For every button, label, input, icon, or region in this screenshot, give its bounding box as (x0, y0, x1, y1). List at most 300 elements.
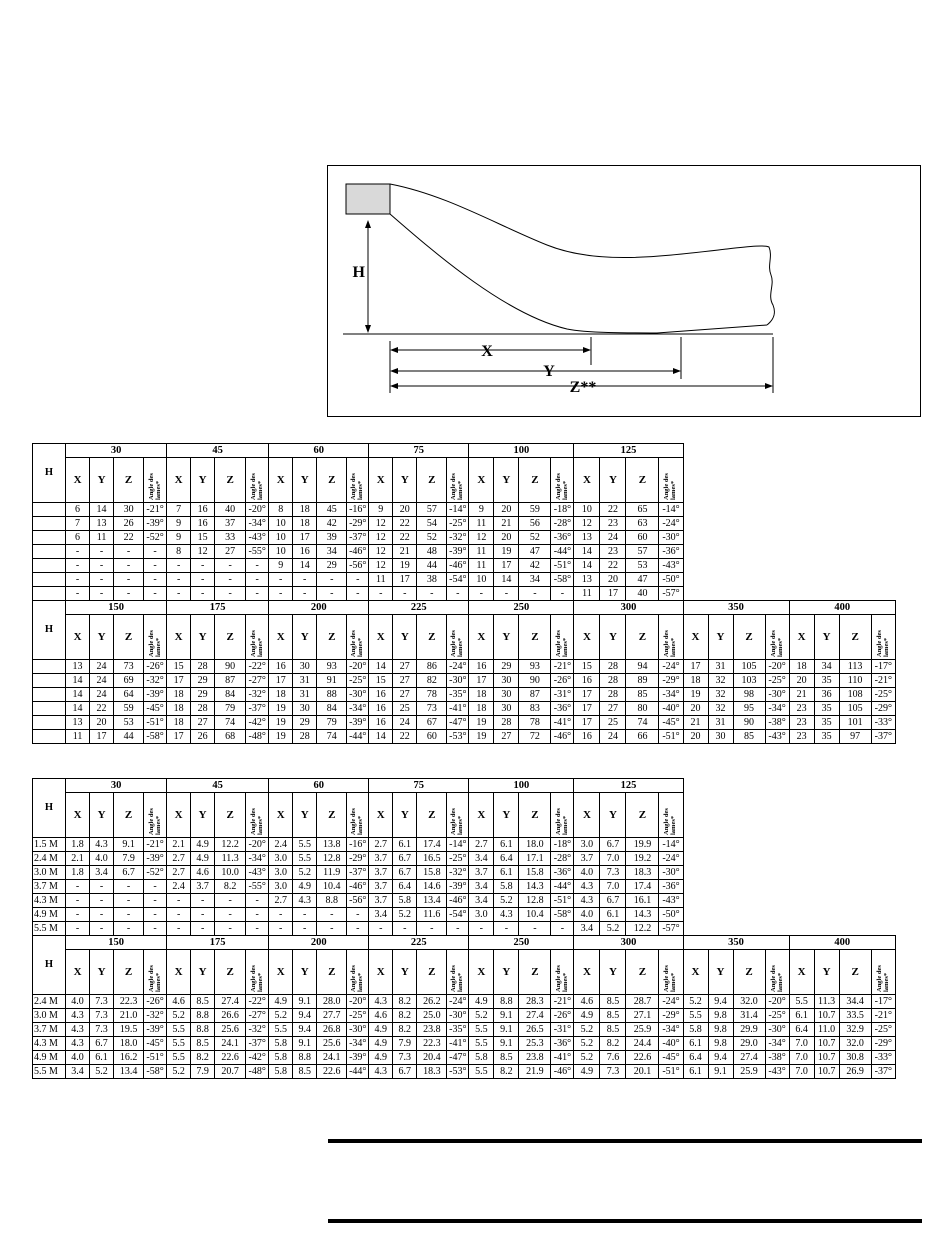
empty-cell (708, 838, 733, 852)
empty-cell (765, 517, 789, 531)
z-value: 95 (733, 702, 765, 716)
x-value: 11 (66, 730, 90, 744)
angle-value: -39° (144, 517, 167, 531)
x-value: 17 (469, 674, 494, 688)
empty-cell (765, 838, 789, 852)
empty-cell (871, 838, 895, 852)
table-row (33, 922, 896, 936)
z-value: 57 (417, 503, 447, 517)
z-header: Z (417, 950, 447, 995)
empty-cell (765, 880, 789, 894)
x-value: 5.8 (683, 1023, 708, 1037)
angle-value: -53° (447, 730, 469, 744)
y-header: Y (600, 793, 626, 838)
x-value: 23 (789, 702, 814, 716)
y-value: 8.2 (600, 1037, 626, 1051)
x-value: 2.4 (269, 838, 293, 852)
z-value: 31.4 (733, 1009, 765, 1023)
empty-cell (708, 531, 733, 545)
angle-header (347, 458, 369, 503)
y-value: 15 (191, 531, 215, 545)
y-value: 24 (600, 531, 626, 545)
x-value: 17 (269, 674, 293, 688)
h-header: H (33, 601, 66, 660)
empty-cell (839, 838, 871, 852)
table-row (33, 894, 896, 908)
z-value: 32.0 (839, 1037, 871, 1051)
z-value: 22 (114, 531, 144, 545)
z-header: Z (626, 793, 659, 838)
angle-value: -45° (659, 716, 683, 730)
x-value: 4.0 (574, 866, 600, 880)
empty-cell (789, 503, 814, 517)
h-value (33, 573, 66, 587)
y-value: 14 (293, 559, 317, 573)
angle-value: -53° (447, 1065, 469, 1079)
x-value: 2.7 (167, 866, 191, 880)
y-value: 4.0 (90, 852, 114, 866)
angle-value: -43° (659, 559, 683, 573)
x-value: 20 (789, 674, 814, 688)
angle-value: -20° (347, 660, 369, 674)
x-value: 6.4 (789, 1023, 814, 1037)
empty-cell (871, 559, 895, 573)
z-value: 26.2 (417, 995, 447, 1009)
z-value: 6.7 (114, 866, 144, 880)
x-value: 3.0 (469, 908, 494, 922)
empty-cell (789, 444, 895, 458)
y-value: 7.0 (600, 880, 626, 894)
z-value: 57 (626, 545, 659, 559)
z-value: 59 (114, 702, 144, 716)
angle-value: -54° (447, 908, 469, 922)
y-value: 22 (393, 531, 417, 545)
angle-value: -44° (347, 730, 369, 744)
angle-value: -34° (347, 1037, 369, 1051)
angle-value: -34° (659, 1023, 683, 1037)
h-value: 5.5 M (33, 1065, 66, 1079)
y-value: 27 (191, 716, 215, 730)
y-header: Y (494, 615, 519, 660)
y-value: 10.7 (814, 1037, 839, 1051)
y-value: 10.7 (814, 1065, 839, 1079)
flow-group-header: 30 (66, 444, 167, 458)
empty-cell (871, 531, 895, 545)
empty-cell (733, 458, 765, 503)
y-value: 8.5 (600, 995, 626, 1009)
y-header: Y (293, 615, 317, 660)
y-value: - (494, 587, 519, 601)
x-value: 4.0 (66, 1051, 90, 1065)
angle-header (551, 615, 574, 660)
y-value: 22 (600, 503, 626, 517)
z-value: 17.4 (417, 838, 447, 852)
x-value: 5.5 (167, 1051, 191, 1065)
y-value: 9.1 (494, 1037, 519, 1051)
angle-value: - (144, 908, 167, 922)
x-value: - (66, 922, 90, 936)
angle-header (144, 793, 167, 838)
x-value: 18 (167, 688, 191, 702)
angle-value: -39° (347, 716, 369, 730)
empty-cell (683, 458, 708, 503)
angle-value: -32° (246, 688, 269, 702)
z-value: 27.4 (215, 995, 246, 1009)
z-header: Z (839, 615, 871, 660)
x-value: 6 (66, 503, 90, 517)
x-value: 16 (574, 730, 600, 744)
z-value: 11.9 (317, 866, 347, 880)
z-value: 28.0 (317, 995, 347, 1009)
y-value: 9.8 (708, 1009, 733, 1023)
x-value: - (66, 908, 90, 922)
z-value: - (114, 587, 144, 601)
empty-cell (871, 922, 895, 936)
empty-cell (733, 838, 765, 852)
x-value: 3.0 (574, 838, 600, 852)
z-value: 29 (317, 559, 347, 573)
angle-header (447, 458, 469, 503)
y-header: Y (191, 458, 215, 503)
throw-table-cm (32, 443, 896, 744)
x-value: 3.7 (369, 894, 393, 908)
empty-cell (839, 793, 871, 838)
angle-value: -26° (551, 674, 574, 688)
h-value (33, 559, 66, 573)
h-value: 1.5 M (33, 838, 66, 852)
table-row (33, 1009, 896, 1023)
z-value: 25.6 (317, 1037, 347, 1051)
empty-cell (683, 880, 708, 894)
empty-cell (708, 866, 733, 880)
angle-value: -57° (659, 587, 683, 601)
angle-value: -21° (871, 1009, 895, 1023)
y-header: Y (600, 458, 626, 503)
x-value: 4.3 (369, 995, 393, 1009)
empty-cell (789, 587, 814, 601)
empty-cell (708, 503, 733, 517)
z-value: 25.9 (626, 1023, 659, 1037)
table-row (33, 1051, 896, 1065)
angle-value: -24° (659, 852, 683, 866)
x-header: X (574, 793, 600, 838)
angle-value: -37° (347, 531, 369, 545)
angle-value: -34° (765, 702, 789, 716)
x-value: 12 (369, 517, 393, 531)
z-header: Z (317, 793, 347, 838)
empty-cell (871, 573, 895, 587)
x-header: X (66, 950, 90, 995)
empty-cell (871, 587, 895, 601)
y-value: 6.7 (393, 852, 417, 866)
angle-value: -51° (659, 730, 683, 744)
angle-value: -28° (551, 517, 574, 531)
z-value: 23.8 (417, 1023, 447, 1037)
z-value: - (215, 559, 246, 573)
z-value: 84 (215, 688, 246, 702)
empty-cell (789, 866, 814, 880)
empty-cell (839, 458, 871, 503)
z-value: 17.1 (519, 852, 551, 866)
x-value: - (469, 922, 494, 936)
x-header: X (369, 793, 393, 838)
z-value: 54 (417, 517, 447, 531)
angle-header-label: Angle des lames* (875, 965, 890, 992)
angle-value: -39° (447, 545, 469, 559)
x-value: 23 (789, 716, 814, 730)
y-value: 28 (600, 674, 626, 688)
angle-value: -25° (765, 674, 789, 688)
z-value: 88 (317, 688, 347, 702)
y-value: - (293, 922, 317, 936)
y-value: 6.7 (600, 894, 626, 908)
z-value: 113 (839, 660, 871, 674)
y-value: 6.7 (600, 838, 626, 852)
x-value: - (167, 559, 191, 573)
empty-cell (871, 880, 895, 894)
flow-group-header: 200 (269, 936, 369, 950)
empty-cell (733, 922, 765, 936)
empty-cell (683, 866, 708, 880)
z-value: 37 (215, 517, 246, 531)
empty-cell (733, 545, 765, 559)
table-row (33, 531, 896, 545)
z-value: 74 (626, 716, 659, 730)
table-row (33, 880, 896, 894)
x-value: 17 (574, 688, 600, 702)
h-value: 4.3 M (33, 894, 66, 908)
angle-value: -56° (347, 894, 369, 908)
angle-value: -52° (144, 866, 167, 880)
angle-value: -58° (551, 573, 574, 587)
y-value: 30 (494, 688, 519, 702)
y-value: 10.7 (814, 1051, 839, 1065)
x-value: 11 (369, 573, 393, 587)
y-header: Y (191, 793, 215, 838)
z-value: 13.8 (317, 838, 347, 852)
angle-value: - (144, 559, 167, 573)
y-value: - (90, 880, 114, 894)
x-value: 3.4 (574, 922, 600, 936)
y-value: 6.7 (90, 1037, 114, 1051)
z-header: Z (839, 950, 871, 995)
h-value: 4.9 M (33, 908, 66, 922)
y-value: 8.2 (191, 1051, 215, 1065)
empty-cell (765, 559, 789, 573)
y-value: 21 (393, 545, 417, 559)
y-value: 17 (494, 559, 519, 573)
y-value: 5.8 (393, 894, 417, 908)
empty-cell (733, 894, 765, 908)
angle-header-label: Angle des lames* (663, 630, 678, 657)
angle-value: -33° (871, 716, 895, 730)
angle-header (144, 615, 167, 660)
empty-cell (789, 838, 814, 852)
y-value: 20 (600, 573, 626, 587)
z-value: 52 (519, 531, 551, 545)
empty-cell (871, 894, 895, 908)
y-value: 3.7 (191, 880, 215, 894)
x-value: 11 (574, 587, 600, 601)
angle-value: -26° (551, 1009, 574, 1023)
z-value: 16.5 (417, 852, 447, 866)
z-header: Z (114, 793, 144, 838)
y-value: 6.7 (393, 866, 417, 880)
y-header: Y (600, 950, 626, 995)
z-value: - (317, 922, 347, 936)
z-value: 10.0 (215, 866, 246, 880)
angle-value: -34° (246, 517, 269, 531)
x-value: 8 (167, 545, 191, 559)
z-value: 42 (317, 517, 347, 531)
x-value: 18 (469, 688, 494, 702)
z-value: 85 (626, 688, 659, 702)
z-value: 26 (114, 517, 144, 531)
y-header: Y (90, 615, 114, 660)
x-value: 16 (369, 716, 393, 730)
z-value: 94 (626, 660, 659, 674)
angle-value: -21° (144, 838, 167, 852)
x-value: 1.8 (66, 866, 90, 880)
angle-value: -21° (871, 674, 895, 688)
empty-cell (814, 503, 839, 517)
y-value: 7.0 (600, 852, 626, 866)
angle-header (246, 458, 269, 503)
y-value: 14 (90, 503, 114, 517)
y-value: 19 (393, 559, 417, 573)
empty-cell (708, 894, 733, 908)
x-value: 13 (66, 716, 90, 730)
empty-cell (789, 922, 814, 936)
z-value: 78 (519, 716, 551, 730)
x-value: 18 (269, 688, 293, 702)
y-value: 30 (293, 702, 317, 716)
x-value: - (167, 587, 191, 601)
table-row (33, 674, 896, 688)
angle-value: -41° (447, 1037, 469, 1051)
angle-value: - (246, 587, 269, 601)
z-value: 105 (839, 702, 871, 716)
empty-cell (871, 866, 895, 880)
x-header: X (269, 793, 293, 838)
x-value: 19 (469, 730, 494, 744)
z-value: 60 (417, 730, 447, 744)
angle-value: -20° (765, 995, 789, 1009)
z-value: 53 (626, 559, 659, 573)
z-value: - (317, 573, 347, 587)
y-value: 22 (393, 517, 417, 531)
z-value: 38 (417, 573, 447, 587)
h-value (33, 531, 66, 545)
angle-header-label: Angle des lames* (450, 808, 465, 835)
angle-value: - (246, 922, 269, 936)
angle-value: -29° (347, 852, 369, 866)
z-header: Z (519, 458, 551, 503)
empty-cell (814, 517, 839, 531)
y-value: 6.1 (600, 908, 626, 922)
empty-cell (871, 793, 895, 838)
angle-value: -18° (551, 503, 574, 517)
z-value: 34.4 (839, 995, 871, 1009)
x-value: 5.5 (469, 1037, 494, 1051)
group-header-row (33, 936, 896, 950)
z-value: 10.4 (317, 880, 347, 894)
x-header: X (66, 793, 90, 838)
y-value: - (90, 573, 114, 587)
angle-value: -30° (447, 1009, 469, 1023)
z-value: 24.1 (317, 1051, 347, 1065)
x-value: 17 (574, 716, 600, 730)
x-header: X (269, 950, 293, 995)
angle-header-label: Angle des lames* (249, 808, 264, 835)
z-value: 14.3 (519, 880, 551, 894)
z-value: - (215, 922, 246, 936)
empty-cell (839, 908, 871, 922)
angle-value: -25° (871, 1023, 895, 1037)
z-header: Z (519, 793, 551, 838)
x-value: 6.1 (683, 1065, 708, 1079)
y-value: 9.1 (293, 1037, 317, 1051)
y-value: 8.2 (494, 1065, 519, 1079)
x-value: 9 (167, 531, 191, 545)
table-row (33, 1037, 896, 1051)
x-value: 14 (66, 688, 90, 702)
y-header: Y (393, 615, 417, 660)
angle-value: -27° (246, 1009, 269, 1023)
y-value: 7.3 (90, 1023, 114, 1037)
x-value: 19 (269, 730, 293, 744)
angle-value: - (144, 922, 167, 936)
y-value: 30 (708, 730, 733, 744)
z-value: 33.5 (839, 1009, 871, 1023)
y-value: 4.9 (191, 838, 215, 852)
y-value: 16 (191, 503, 215, 517)
y-value: 18 (293, 517, 317, 531)
x-value: 5.5 (789, 995, 814, 1009)
z-value: 22.3 (114, 995, 144, 1009)
x-value: 6.4 (683, 1051, 708, 1065)
y-value: 24 (90, 688, 114, 702)
z-value: 26.9 (839, 1065, 871, 1079)
angle-value: -51° (659, 1065, 683, 1079)
angle-value: -43° (659, 894, 683, 908)
angle-value: -21° (144, 503, 167, 517)
empty-cell (765, 531, 789, 545)
z-value: 79 (215, 702, 246, 716)
z-value: 8.8 (317, 894, 347, 908)
y-value: 7.3 (90, 995, 114, 1009)
x-value: 5.2 (683, 995, 708, 1009)
y-value: - (191, 894, 215, 908)
x-value: - (66, 573, 90, 587)
z-value: 27.7 (317, 1009, 347, 1023)
x-value: 3.7 (369, 866, 393, 880)
empty-cell (839, 894, 871, 908)
y-value: - (393, 922, 417, 936)
angle-header-label: Angle des lames* (147, 473, 162, 500)
z-value: 108 (839, 688, 871, 702)
angle-value: -42° (246, 1051, 269, 1065)
angle-value: - (347, 908, 369, 922)
y-value: 8.2 (393, 1009, 417, 1023)
angle-value: -32° (144, 674, 167, 688)
angle-value: -25° (447, 517, 469, 531)
z-value: 18.3 (417, 1065, 447, 1079)
angle-header (347, 615, 369, 660)
y-value: 7.6 (600, 1051, 626, 1065)
empty-cell (733, 793, 765, 838)
z-header: Z (215, 793, 246, 838)
